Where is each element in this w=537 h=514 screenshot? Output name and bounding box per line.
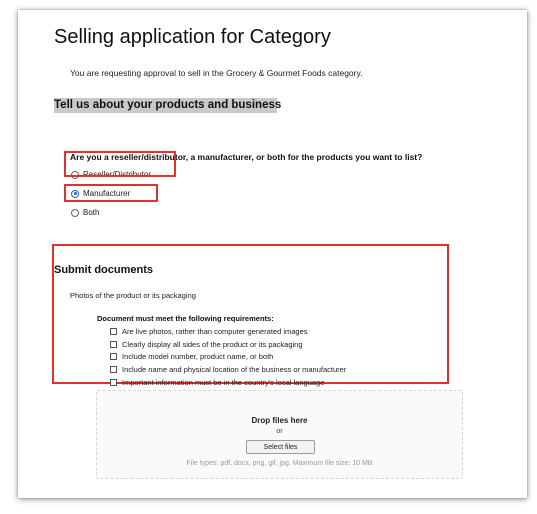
requirement-item[interactable]	[110, 351, 346, 364]
application-card	[18, 10, 527, 498]
requirement-checkbox[interactable]	[110, 366, 117, 373]
requirement-label: Clearly display all sides of the product or its packaging	[122, 339, 303, 349]
page-title: Selling application for Category	[54, 26, 331, 48]
requirement-checkbox[interactable]	[110, 328, 117, 335]
radio-both[interactable]	[71, 209, 79, 217]
requirements-list	[110, 325, 346, 389]
select-files-button[interactable]: Select files	[246, 440, 315, 454]
option-both-label: Both	[83, 208, 100, 217]
file-drop-zone[interactable]	[96, 390, 463, 479]
requirement-item[interactable]	[110, 325, 346, 338]
option-both[interactable]	[71, 208, 99, 217]
option-manufacturer-label: Manufacturer	[83, 189, 131, 198]
drop-zone-or: or	[276, 428, 283, 435]
drop-zone-title: Drop files here	[251, 416, 308, 425]
requirement-checkbox[interactable]	[110, 353, 117, 360]
requirement-label: Important information must be in the country's local language	[122, 378, 325, 388]
requirements-title: Document must meet the following requirements:	[97, 314, 274, 323]
products-section-heading: Tell us about your products and business	[54, 99, 282, 111]
requirement-item[interactable]	[110, 363, 346, 376]
requirement-label: Include name and physical location of the business or manufacturer	[122, 365, 347, 375]
option-reseller-label: Reseller/Distributor	[83, 170, 152, 179]
requirement-item[interactable]	[110, 376, 346, 389]
highlight-box-reseller	[64, 151, 176, 177]
seller-type-question: Are you a reseller/distributor, a manufacturer, or both for the products you want to list?	[70, 152, 423, 162]
requirement-label: Are live photos, rather than computer generated images	[122, 326, 308, 336]
highlight-box-manufacturer	[64, 184, 158, 202]
requirement-checkbox[interactable]	[110, 341, 117, 348]
requirement-label: Include model number, product name, or both	[122, 352, 274, 362]
file-types-hint: File types: pdf, docx, png, gif, jpg. Maximum file size: 10 MB	[186, 460, 373, 467]
documents-section-heading: Submit documents	[54, 264, 154, 276]
requirement-item[interactable]	[110, 338, 346, 351]
requirement-checkbox[interactable]	[110, 379, 117, 386]
page-subtitle: You are requesting approval to sell in the Grocery & Gourmet Foods category.	[70, 68, 363, 78]
documents-description: Photos of the product or its packaging	[70, 291, 196, 300]
